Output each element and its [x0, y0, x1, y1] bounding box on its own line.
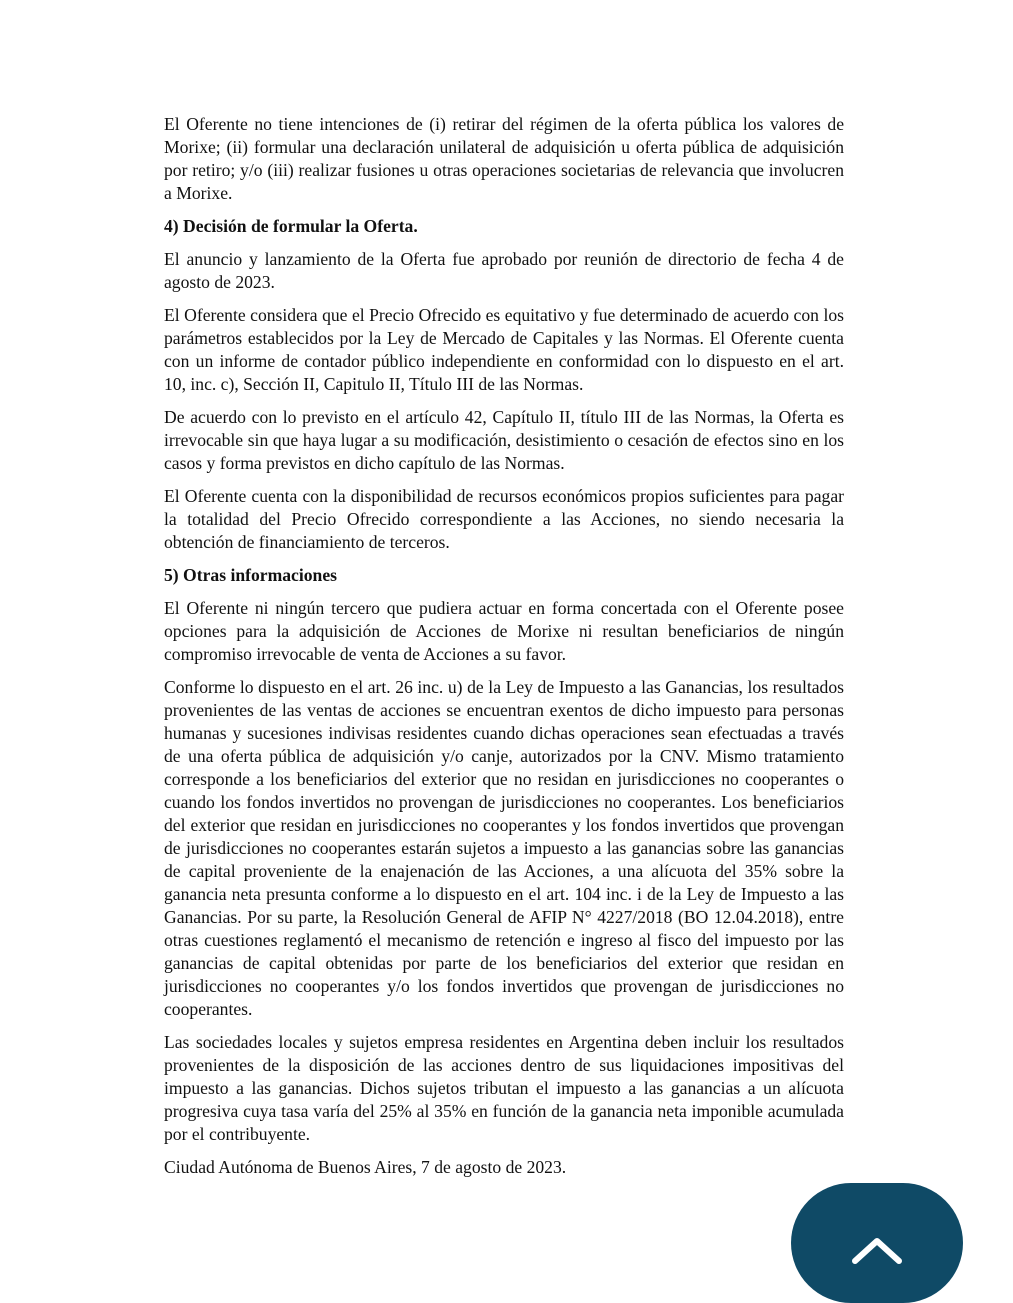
paragraph-resources: El Oferente cuenta con la disponibilidad de recursos económicos propios suficientes para pagar la totalidad del Precio Ofrecido correspondiente a las Acciones, no siendo necesaria la obtención de financiamiento de terceros.	[164, 486, 844, 552]
paragraph-place-date: Ciudad Autónoma de Buenos Aires, 7 de agosto de 2023.	[164, 1157, 567, 1177]
paragraph-approval: El anuncio y lanzamiento de la Oferta fue aprobado por reunión de directorio de fecha 4 de agosto de 2023.	[164, 249, 844, 292]
paragraph-local-companies: Las sociedades locales y sujetos empresa residentes en Argentina deben incluir los resultados provenientes de la disposición de las acciones dentro de sus liquidaciones impositivas del impuesto a las ganancias. Dichos sujetos tributan el impuesto a las ganancias a un alícuota progresiva cuya tasa varía del 25% al 35% en función de la ganancia neta imponible acumulada por el contribuyente.	[164, 1032, 844, 1144]
paragraph-intentions: El Oferente no tiene intenciones de (i) retirar del régimen de la oferta pública los valores de Morixe; (ii) formular una declaración unilateral de adquisición u oferta pública de adquisición por retiro; y/o (iii) realizar fusiones u otras operaciones societarias de relevancia que involucren a Morixe.	[164, 114, 844, 203]
section-heading-4: 4) Decisión de formular la Oferta.	[164, 216, 418, 236]
paragraph-options: El Oferente ni ningún tercero que pudiera actuar en forma concertada con el Oferente posee opciones para la adquisición de Acciones de Morixe ni resultan beneficiarios de ningún compromiso irrevocable de venta de Acciones a su favor.	[164, 598, 844, 664]
paragraph-fair-price: El Oferente considera que el Precio Ofrecido es equitativo y fue determinado de acuerdo con los parámetros establecidos por la Ley de Mercado de Capitales y las Normas. El Oferente cuenta con un informe de contador público independiente en conformidad con lo dispuesto en el art. 10, inc. c), Sección II, Capitulo II, Título III de las Normas.	[164, 305, 844, 394]
paragraph-tax: Conforme lo dispuesto en el art. 26 inc. u) de la Ley de Impuesto a las Ganancias, los resultados provenientes de las ventas de acciones se encuentran exentos de dicho impuesto para personas humanas y sucesiones indivisas residentes cuando dichas operaciones sean efectuadas a través de una oferta pública de adquisición y/o canje, autorizados por la CNV. Mismo tratamiento corresponde a los beneficiarios del exterior que no residan en jurisdicciones no cooperantes o cuando los fondos invertidos no provengan de jurisdicciones no cooperantes. Los beneficiarios del exterior que residan en jurisdicciones no cooperantes y los fondos invertidos que provengan de jurisdicciones no cooperantes estarán sujetos a impuesto a las ganancias sobre las ganancias de capital proveniente de la enajenación de las Acciones, a una alícuota del 35% sobre la ganancia neta presunta conforme a lo dispuesto en el art. 104 inc. i de la Ley de Impuesto a las Ganancias. Por su parte, la Resolución General de AFIP N° 4227/2018 (BO 12.04.2018), entre otras cuestiones reglamentó el mecanismo de retención e ingreso al fisco del impuesto por las ganancias de capital obtenidas por parte de los beneficiarios del exterior que residan en jurisdicciones no cooperantes y/o los fondos invertidos que provengan de jurisdicciones no cooperantes.	[164, 677, 844, 1019]
chevron-up-icon	[849, 1235, 905, 1265]
paragraph-irrevocable: De acuerdo con lo previsto en el artículo 42, Capítulo II, título III de las Normas, la Oferta es irrevocable sin que haya lugar a su modificación, desistimiento o cesación de efectos sino en los casos y forma previstos en dicho capítulo de las Normas.	[164, 407, 844, 473]
scroll-up-button[interactable]	[791, 1183, 963, 1303]
document-page	[164, 113, 844, 1189]
section-heading-5: 5) Otras informaciones	[164, 565, 337, 585]
